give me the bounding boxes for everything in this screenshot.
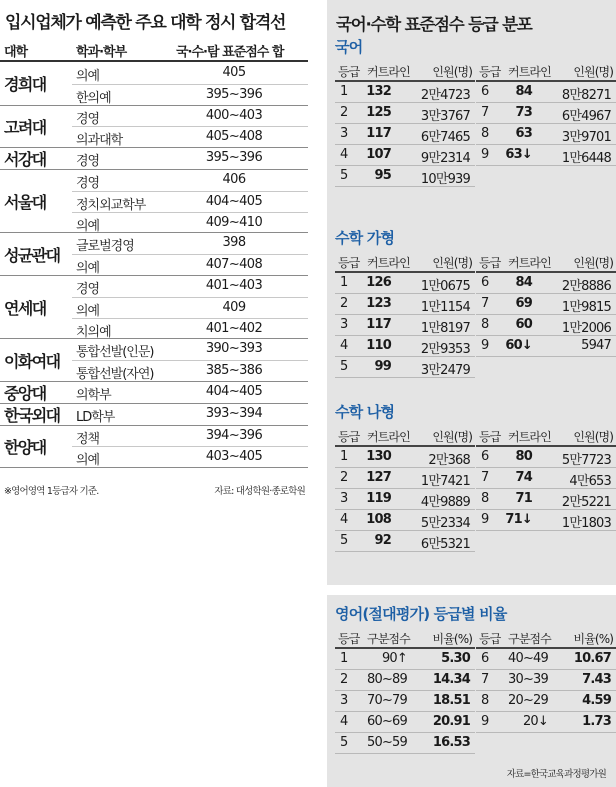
grade-row	[476, 447, 616, 468]
section-divider	[327, 585, 616, 595]
grade-column	[335, 249, 475, 378]
score-value: 395~396	[205, 150, 263, 166]
table-row	[72, 63, 308, 84]
count: 1만6448	[561, 151, 611, 166]
univ-name: 경희대	[0, 63, 70, 105]
univ-name: 한국외대	[0, 404, 70, 425]
table-row	[72, 426, 308, 447]
grade: 5	[340, 533, 348, 548]
header-grade: 등급	[338, 65, 360, 79]
english-row	[476, 670, 616, 691]
grade-row	[476, 103, 616, 124]
column-header	[476, 423, 616, 447]
header-range: 구분점수	[367, 632, 410, 646]
grade: 3	[340, 693, 348, 708]
cutline: 60	[515, 317, 532, 332]
english-row	[335, 649, 475, 670]
grade: 8	[481, 491, 489, 506]
section-title: 수학 나형	[335, 403, 395, 421]
cutline: 130	[366, 449, 391, 464]
header-cutline: 커트라인	[508, 65, 551, 79]
count: 4만9889	[420, 495, 470, 510]
section-columns	[335, 58, 616, 187]
grade-row	[476, 124, 616, 145]
grade: 2	[340, 470, 348, 485]
table-row	[72, 84, 308, 105]
ratio: 18.51	[432, 693, 470, 708]
grade: 1	[340, 275, 348, 290]
cutline: 95	[374, 168, 391, 183]
count: 1만7421	[420, 474, 470, 489]
cutline: 63	[515, 126, 532, 141]
ratio: 20.91	[432, 714, 470, 729]
dept-name: 의예	[76, 218, 100, 234]
score-value: 390~393	[205, 341, 263, 357]
grade: 6	[481, 449, 489, 464]
count: 1만8197	[420, 321, 470, 336]
grade-row	[476, 510, 616, 531]
ratio: 1.73	[582, 714, 611, 729]
cutline: 71	[515, 491, 532, 506]
univ-name: 연세대	[0, 276, 70, 338]
score-value: 403~405	[205, 449, 263, 465]
univ-group	[0, 339, 308, 382]
grade-row	[476, 294, 616, 315]
header-grade: 등급	[479, 632, 501, 646]
grade: 8	[481, 126, 489, 141]
english-columns	[335, 625, 616, 754]
header-grade: 등급	[479, 256, 501, 270]
count: 10만939	[420, 172, 470, 187]
grade: 9	[481, 512, 489, 527]
count: 2만8886	[561, 279, 611, 294]
cutline: 132	[366, 84, 391, 99]
count: 3만3767	[420, 109, 470, 124]
dept-name: 의예	[76, 69, 100, 84]
header-cutline: 커트라인	[367, 256, 410, 270]
score-range: 40~49	[508, 651, 548, 666]
grade-row	[476, 82, 616, 103]
column-header	[335, 249, 475, 273]
dept-name: 글로벌경영	[76, 239, 134, 255]
header-count: 인원(명)	[573, 430, 613, 444]
score-value: 395~396	[205, 86, 263, 102]
univ-group	[0, 276, 308, 339]
score-range: 20↓	[522, 714, 548, 729]
cutline: 117	[366, 317, 391, 332]
grade-row	[335, 124, 475, 145]
grade-row	[335, 315, 475, 336]
count: 8만8271	[561, 88, 611, 103]
univ-group	[0, 106, 308, 149]
grade: 1	[340, 651, 348, 666]
grade: 7	[481, 296, 489, 311]
column-header	[335, 625, 475, 649]
grade: 3	[340, 126, 348, 141]
section-title: 수학 가형	[335, 229, 395, 247]
table-row	[72, 339, 308, 360]
grade-column	[335, 423, 475, 552]
count: 2만4723	[420, 88, 470, 103]
table-row	[72, 254, 308, 275]
table-row	[72, 360, 308, 381]
grade: 9	[481, 714, 489, 729]
grade: 2	[340, 296, 348, 311]
count: 1만2006	[561, 321, 611, 336]
english-row	[476, 691, 616, 712]
univ-name: 이화여대	[0, 339, 70, 381]
score-range: 70~79	[367, 693, 407, 708]
ratio: 7.43	[582, 672, 611, 687]
table-row	[72, 170, 308, 191]
column-header	[335, 423, 475, 447]
score-value: 405~408	[205, 129, 263, 145]
grade-row	[335, 145, 475, 166]
cutline: 84	[515, 275, 532, 290]
grade: 8	[481, 317, 489, 332]
score-value: 406	[222, 171, 246, 187]
grade-row	[476, 489, 616, 510]
grade-row	[476, 145, 616, 166]
grade-row	[335, 82, 475, 103]
right-title: 국어·수학 표준점수 등급 분포	[336, 15, 532, 34]
grade: 6	[481, 651, 489, 666]
univ-name: 서울대	[0, 170, 70, 232]
column-header	[476, 58, 616, 82]
grade: 9	[481, 147, 489, 162]
cutline: 110	[366, 338, 391, 353]
dept-name: 치의예	[76, 324, 111, 340]
header-grade: 등급	[479, 65, 501, 79]
left-footnote: ※영어영역 1등급자 기준.	[4, 486, 99, 497]
count: 3만2479	[420, 363, 470, 378]
score-value: 385~386	[205, 363, 263, 379]
dept-name: 의예	[76, 261, 100, 277]
grade-column	[476, 249, 616, 378]
grade: 3	[340, 317, 348, 332]
score-range: 90↑	[381, 651, 407, 666]
score-value: 404~405	[205, 193, 263, 209]
dept-name: 정책	[76, 431, 100, 447]
count: 2만9353	[420, 342, 470, 357]
table-row	[72, 404, 308, 425]
grade: 7	[481, 672, 489, 687]
score-range: 20~29	[508, 693, 548, 708]
header-range: 구분점수	[508, 632, 551, 646]
cutline: 92	[374, 533, 391, 548]
left-source: 자료: 대성학원·종로학원	[214, 486, 305, 497]
dept-name: 의학부	[76, 387, 111, 403]
score-value: 398	[222, 235, 246, 251]
univ-group	[0, 63, 308, 106]
count: 4만653	[569, 474, 611, 489]
cutline: 107	[366, 147, 391, 162]
dept-name: 경영	[76, 175, 100, 191]
right-source: 자료=한국교육과정평가원	[506, 769, 606, 780]
grade-row	[335, 489, 475, 510]
ratio: 5.30	[441, 651, 470, 666]
header-grade: 등급	[479, 430, 501, 444]
grade-row	[335, 294, 475, 315]
cutline: 63↓	[505, 147, 532, 162]
univ-group	[0, 148, 308, 170]
score-value: 409~410	[205, 214, 263, 230]
grade-column	[335, 58, 475, 187]
header-count: 인원(명)	[573, 256, 613, 270]
score-value: 405	[222, 65, 246, 80]
grade: 1	[340, 84, 348, 99]
univ-name: 고려대	[0, 106, 70, 148]
grade: 5	[340, 168, 348, 183]
dept-name: 경영	[76, 154, 100, 170]
grade: 7	[481, 470, 489, 485]
dept-name: 의예	[76, 453, 100, 469]
header-count: 인원(명)	[432, 256, 472, 270]
grade: 5	[340, 735, 348, 750]
score-value: 393~394	[205, 405, 263, 421]
cutline: 84	[515, 84, 532, 99]
table-row	[72, 191, 308, 212]
grade: 3	[340, 491, 348, 506]
header-grade: 등급	[338, 256, 360, 270]
left-title: 입시업체가 예측한 주요 대학 정시 합격선	[5, 13, 286, 33]
grade-row	[335, 166, 475, 187]
table-row	[72, 106, 308, 127]
count: 6만4967	[561, 109, 611, 124]
table-row	[72, 212, 308, 233]
count: 1만1154	[420, 300, 470, 315]
grade-row	[476, 273, 616, 294]
grade: 7	[481, 105, 489, 120]
dept-name: 통합선발(자연)	[76, 367, 154, 383]
grade: 6	[481, 84, 489, 99]
left-table-header	[0, 36, 308, 62]
grade-row	[335, 447, 475, 468]
grade: 8	[481, 693, 489, 708]
grade-section	[335, 227, 616, 378]
grade: 5	[340, 359, 348, 374]
english-section	[335, 603, 616, 754]
grade-section	[335, 401, 616, 552]
univ-group	[0, 382, 308, 404]
column-header	[476, 625, 616, 649]
count: 5만7723	[561, 453, 611, 468]
count: 6만7465	[420, 130, 470, 145]
header-dept: 학과·학부	[76, 45, 127, 60]
english-row	[335, 733, 475, 754]
univ-name: 중앙대	[0, 382, 70, 403]
cutline: 74	[515, 470, 532, 485]
english-row	[335, 670, 475, 691]
grade-row	[335, 103, 475, 124]
english-row	[335, 691, 475, 712]
score-value: 394~396	[205, 427, 263, 443]
english-row	[335, 712, 475, 733]
cutline: 60↓	[505, 338, 532, 353]
grade: 4	[340, 512, 348, 527]
grade: 9	[481, 338, 489, 353]
score-value: 401~403	[205, 277, 263, 293]
cutline: 126	[366, 275, 391, 290]
cutline: 99	[374, 359, 391, 374]
table-row	[72, 297, 308, 318]
univ-group	[0, 233, 308, 276]
header-cutline: 커트라인	[367, 430, 410, 444]
score-range: 30~39	[508, 672, 548, 687]
score-range: 60~69	[367, 714, 407, 729]
cutline: 71↓	[505, 512, 532, 527]
grade: 2	[340, 672, 348, 687]
count: 2만5221	[561, 495, 611, 510]
header-univ: 대학	[4, 45, 28, 60]
count: 6만5321	[420, 537, 470, 552]
grade: 4	[340, 714, 348, 729]
grade-section	[335, 36, 616, 187]
grade-column	[476, 58, 616, 187]
header-count: 인원(명)	[432, 430, 472, 444]
header-grade: 등급	[338, 632, 360, 646]
score-value: 400~403	[205, 107, 263, 123]
header-count: 인원(명)	[432, 65, 472, 79]
cutline: 108	[366, 512, 391, 527]
univ-name: 서강대	[0, 148, 70, 169]
table-row	[72, 233, 308, 254]
count: 1만1803	[561, 516, 611, 531]
table-row	[72, 126, 308, 147]
grade: 4	[340, 338, 348, 353]
dept-name: 경영	[76, 111, 100, 127]
score-value: 404~405	[205, 383, 263, 399]
column-header	[335, 58, 475, 82]
header-cutline: 커트라인	[367, 65, 410, 79]
count: 2만368	[428, 453, 470, 468]
grade: 6	[481, 275, 489, 290]
column-header	[476, 249, 616, 273]
count: 5947	[581, 338, 611, 353]
cutline: 69	[515, 296, 532, 311]
dept-name: 한의예	[76, 90, 111, 106]
score-value: 407~408	[205, 257, 263, 273]
cutline: 73	[515, 105, 532, 120]
grade-row	[335, 468, 475, 489]
header-score: 국·수·탐 표준점수 합	[176, 45, 284, 60]
dept-name: 통합선발(인문)	[76, 345, 154, 361]
univ-name: 한양대	[0, 426, 70, 468]
table-row	[72, 382, 308, 403]
section-columns	[335, 249, 616, 378]
count: 5만2334	[420, 516, 470, 531]
english-row	[476, 712, 616, 733]
count: 1만0675	[420, 279, 470, 294]
section-columns	[335, 423, 616, 552]
header-ratio: 비율(%)	[432, 632, 472, 646]
cutline: 80	[515, 449, 532, 464]
univ-group	[0, 426, 308, 469]
english-column	[476, 625, 616, 754]
score-value: 409	[222, 299, 246, 315]
score-value: 401~402	[205, 320, 263, 336]
cutline: 125	[366, 105, 391, 120]
count: 1만9815	[561, 300, 611, 315]
table-row	[72, 148, 308, 169]
header-count: 인원(명)	[573, 65, 613, 79]
cutline: 123	[366, 296, 391, 311]
dept-name: 정치외교학부	[76, 197, 146, 213]
score-range: 50~59	[367, 735, 407, 750]
english-row	[476, 649, 616, 670]
grade-row	[476, 336, 616, 357]
header-grade: 등급	[338, 430, 360, 444]
table-row	[72, 276, 308, 297]
table-row	[72, 446, 308, 467]
grade-distribution-panel	[327, 0, 616, 787]
univ-group	[0, 170, 308, 233]
grade: 1	[340, 449, 348, 464]
ratio: 4.59	[582, 693, 611, 708]
cutline: 117	[366, 126, 391, 141]
header-cutline: 커트라인	[508, 256, 551, 270]
table-row	[72, 318, 308, 339]
dept-name: 의과대학	[76, 133, 123, 149]
ratio: 16.53	[432, 735, 470, 750]
ratio: 10.67	[573, 651, 611, 666]
grade: 2	[340, 105, 348, 120]
dept-name: 경영	[76, 281, 100, 297]
univ-name: 성균관대	[0, 233, 70, 275]
grade-row	[335, 357, 475, 378]
grade-row	[335, 336, 475, 357]
header-cutline: 커트라인	[508, 430, 551, 444]
grade-row	[335, 510, 475, 531]
dept-name: 의예	[76, 303, 100, 319]
count: 3만9701	[561, 130, 611, 145]
admission-table	[0, 63, 308, 468]
grade-column	[476, 423, 616, 552]
ratio: 14.34	[432, 672, 470, 687]
english-title: 영어(절대평가) 등급별 비율	[335, 605, 507, 623]
grade-row	[476, 315, 616, 336]
cutline: 127	[366, 470, 391, 485]
cutline: 119	[366, 491, 391, 506]
grade-row	[335, 273, 475, 294]
univ-group	[0, 404, 308, 426]
english-column	[335, 625, 475, 754]
header-ratio: 비율(%)	[573, 632, 613, 646]
grade: 4	[340, 147, 348, 162]
score-range: 80~89	[367, 672, 407, 687]
grade-row	[335, 531, 475, 552]
grade-row	[476, 468, 616, 489]
dept-name: LD학부	[76, 409, 115, 425]
count: 9만2314	[420, 151, 470, 166]
section-title: 국어	[335, 38, 363, 56]
